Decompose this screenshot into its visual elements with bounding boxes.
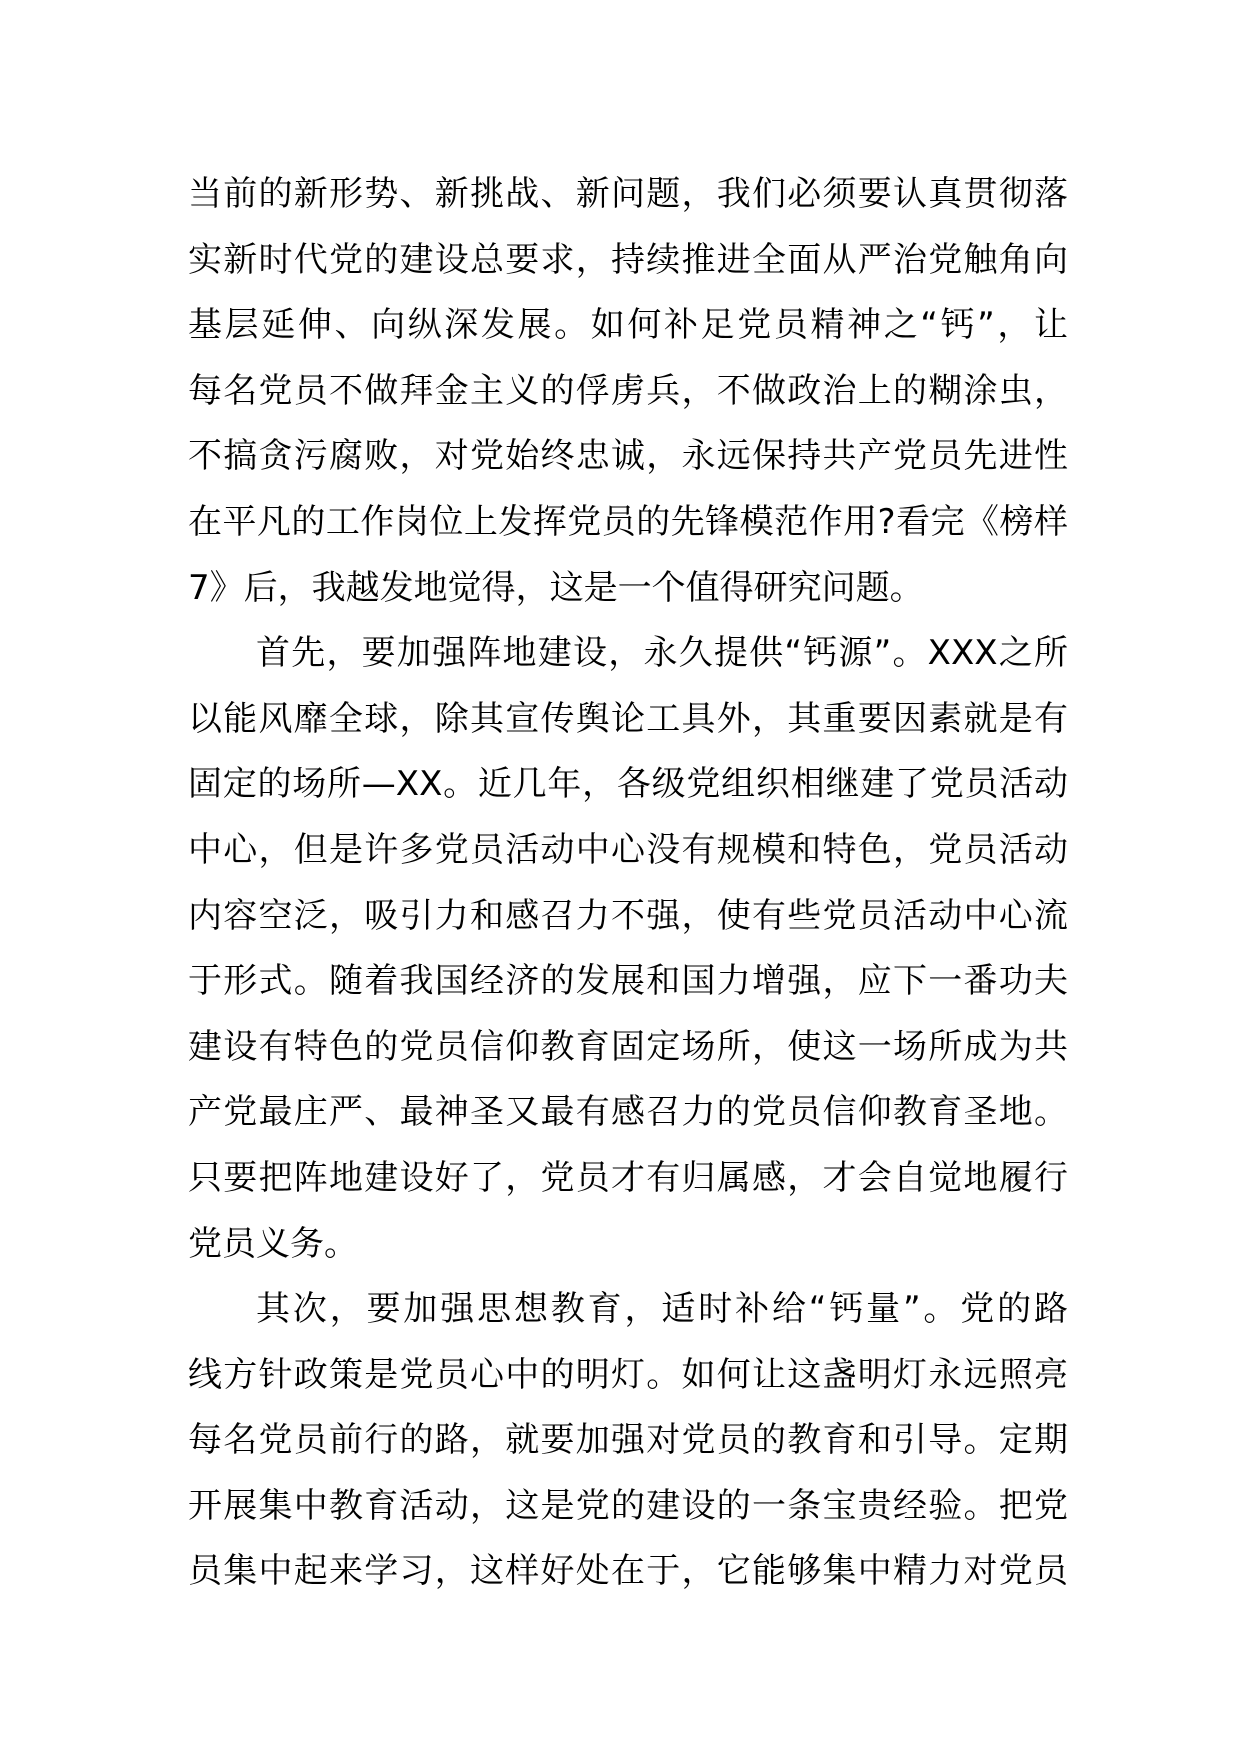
text-line: 中心，但是许多党员活动中心没有规模和特色，党员活动 <box>188 829 1068 870</box>
text-line: 党员义务。 <box>188 1223 358 1264</box>
text-line: 在平凡的工作岗位上发挥党员的先锋模范作用?看完《榜样 <box>188 501 1068 542</box>
text-line: 基层延伸、向纵深发展。如何补足党员精神之“钙”，让 <box>188 305 1068 346</box>
document-body <box>188 162 1068 1605</box>
text-line: 于形式。随着我国经济的发展和国力增强，应下一番功夫 <box>188 961 1068 1002</box>
text-line: 每名党员前行的路，就要加强对党员的教育和引导。定期 <box>188 1420 1068 1461</box>
text-line: 当前的新形势、新挑战、新问题，我们必须要认真贯彻落 <box>188 174 1068 214</box>
paragraph-first-line: 首先，要加强阵地建设，永久提供“钙源”。XXX之所 <box>256 633 1068 674</box>
text-line: 线方针政策是党员心中的明灯。如何让这盏明灯永远照亮 <box>188 1354 1068 1395</box>
text-line: 固定的场所—XX。近几年，各级党组织相继建了党员活动 <box>188 764 1068 805</box>
text-line: 不搞贪污腐败，对党始终忠诚，永远保持共产党员先进性 <box>188 436 1068 477</box>
text-line: 员集中起来学习，这样好处在于，它能够集中精力对党员 <box>188 1551 1068 1592</box>
text-line: 只要把阵地建设好了，党员才有归属感，才会自觉地履行 <box>188 1157 1068 1198</box>
text-line: 以能风靡全球，除其宣传舆论工具外，其重要因素就是有 <box>188 698 1068 739</box>
paragraph-first-line: 其次，要加强思想教育，适时补给“钙量”。党的路 <box>256 1289 1068 1330</box>
text-line: 建设有特色的党员信仰教育固定场所，使这一场所成为共 <box>188 1026 1068 1067</box>
text-line: 7》后，我越发地觉得，这是一个值得研究问题。 <box>188 567 924 608</box>
text-line: 内容空泛，吸引力和感召力不强，使有些党员活动中心流 <box>188 895 1068 936</box>
text-line: 产党最庄严、最神圣又最有感召力的党员信仰教育圣地。 <box>188 1092 1068 1133</box>
text-line: 开展集中教育活动，这是党的建设的一条宝贵经验。把党 <box>188 1485 1068 1526</box>
text-line: 实新时代党的建设总要求，持续推进全面从严治党触角向 <box>188 239 1068 280</box>
text-line: 每名党员不做拜金主义的俘虏兵，不做政治上的糊涂虫， <box>188 370 1068 411</box>
